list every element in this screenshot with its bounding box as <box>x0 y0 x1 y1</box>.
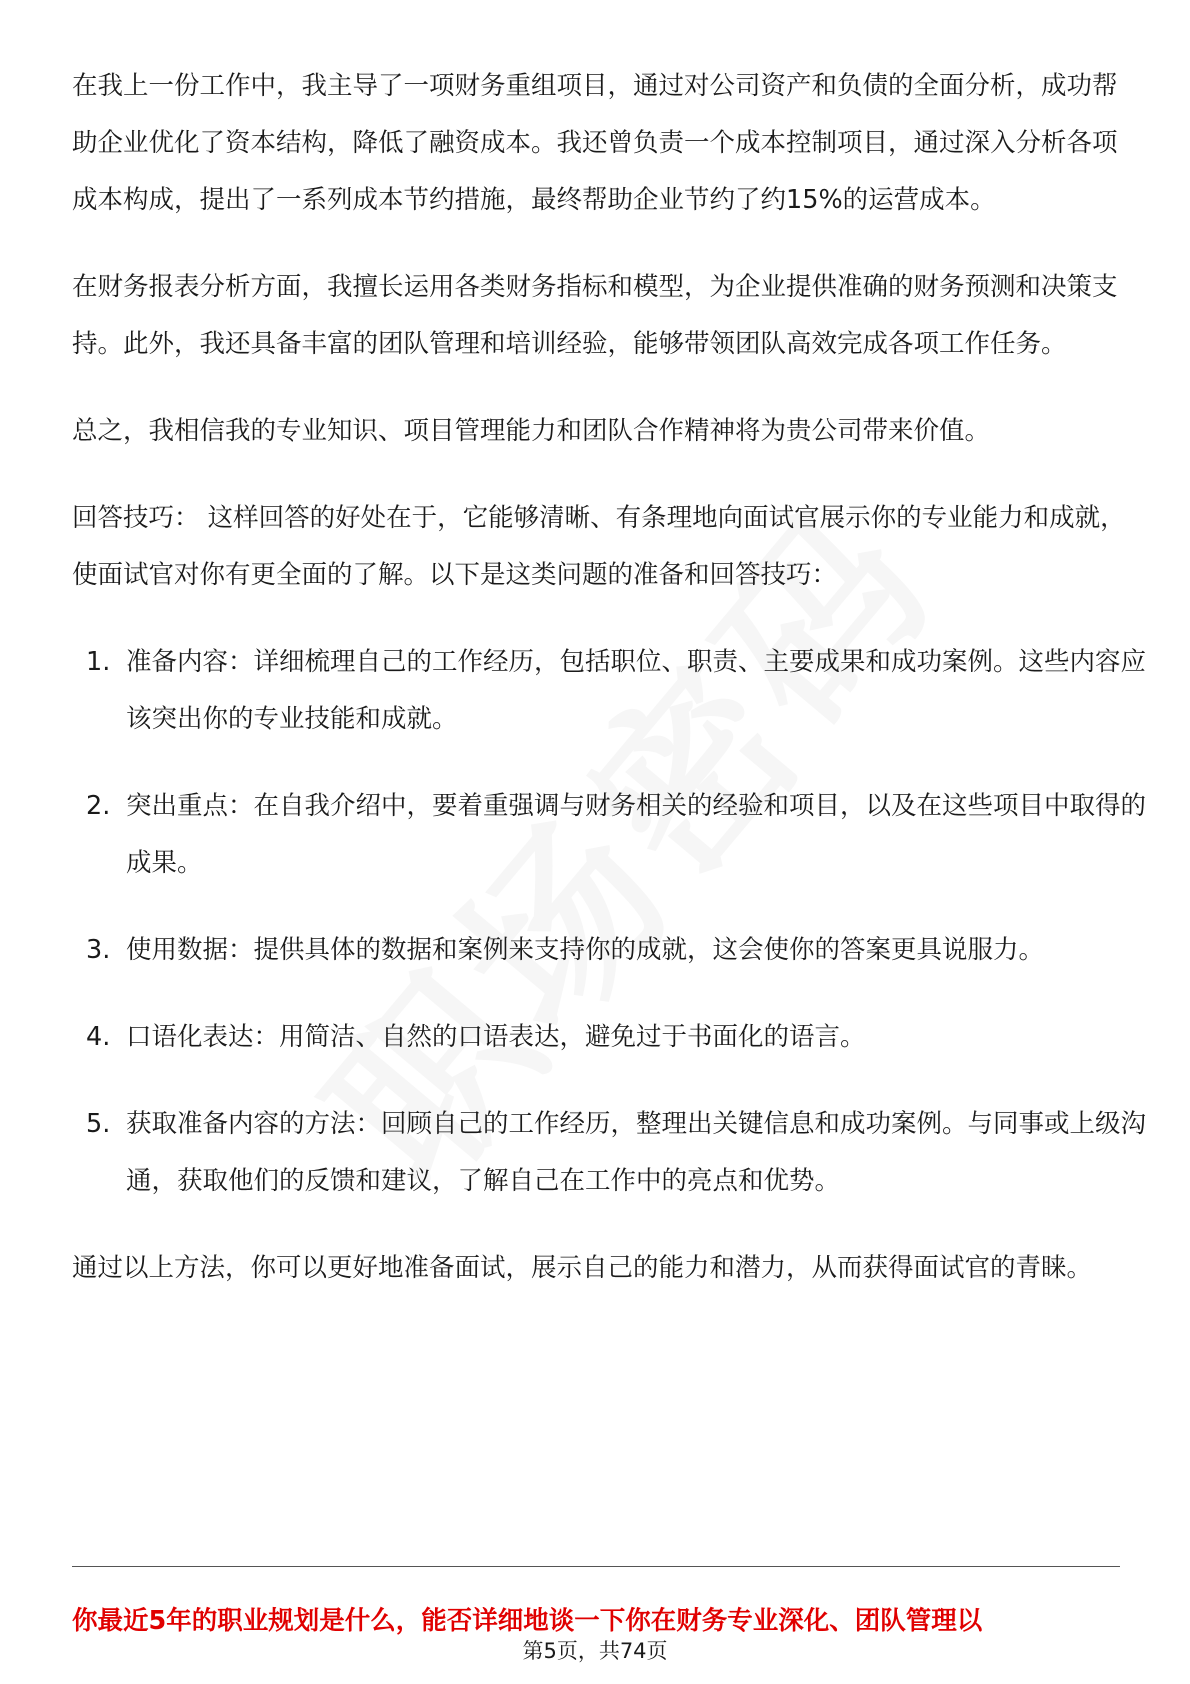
list-item-number: 2. <box>86 791 111 821</box>
list-item-text: 使用数据：提供具体的数据和案例来支持你的成就，这会使你的答案更具说服力。 <box>126 935 1045 965</box>
list-item-number: 4. <box>86 1022 111 1052</box>
tips-list <box>72 634 1147 1210</box>
list-item <box>72 922 1156 979</box>
list-item-number: 1. <box>86 647 111 677</box>
list-item-text: 口语化表达：用简洁、自然的口语表达，避免过于书面化的语言。 <box>126 1022 866 1052</box>
list-item <box>72 634 1156 748</box>
next-question-heading: 你最近5年的职业规划是什么，能否详细地谈一下你在财务专业深化、团队管理以 <box>72 1606 983 1636</box>
divider <box>72 1566 1120 1567</box>
list-item <box>72 778 1156 892</box>
paragraph-summary: 总之，我相信我的专业知识、项目管理能力和团队合作精神将为贵公司带来价值。 <box>72 416 991 446</box>
list-item-text: 突出重点：在自我介绍中，要着重强调与财务相关的经验和项目，以及在这些项目中取得的成果。 <box>126 791 1147 878</box>
document-body <box>72 58 1147 1327</box>
list-item-text: 获取准备内容的方法：回顾自己的工作经历，整理出关键信息和成功案例。与同事或上级沟通，获取他们的反馈和建议，了解自己在工作中的亮点和优势。 <box>126 1109 1147 1196</box>
paragraph-skills: 在财务报表分析方面，我擅长运用各类财务指标和模型，为企业提供准确的财务预测和决策支持。此外，我还具备丰富的团队管理和培训经验，能够带领团队高效完成各项工作任务。 <box>72 272 1118 359</box>
list-item <box>72 1096 1156 1210</box>
paragraph-conclusion: 通过以上方法，你可以更好地准备面试，展示自己的能力和潜力，从而获得面试官的青睐。 <box>72 1253 1093 1283</box>
paragraph-experience: 在我上一份工作中，我主导了一项财务重组项目，通过对公司资产和负债的全面分析，成功帮助企业优化了资本结构，降低了融资成本。我还曾负责一个成本控制项目，通过深入分析各项成本构成，提出了一系列成本节约措施，最终帮助企业节约了约15%的运营成本。 <box>72 71 1118 215</box>
list-item <box>72 1009 1156 1066</box>
list-item-text: 准备内容：详细梳理自己的工作经历，包括职位、职责、主要成果和成功案例。这些内容应该突出你的专业技能和成就。 <box>126 647 1147 734</box>
paragraph-answer-tips: 回答技巧： 这样回答的好处在于，它能够清晰、有条理地向面试官展示你的专业能力和成就，使面试官对你有更全面的了解。以下是这类问题的准备和回答技巧： <box>72 503 1126 590</box>
page-number: 第5页，共74页 <box>522 1639 668 1663</box>
list-item-number: 5. <box>86 1109 111 1139</box>
list-item-number: 3. <box>86 935 111 965</box>
